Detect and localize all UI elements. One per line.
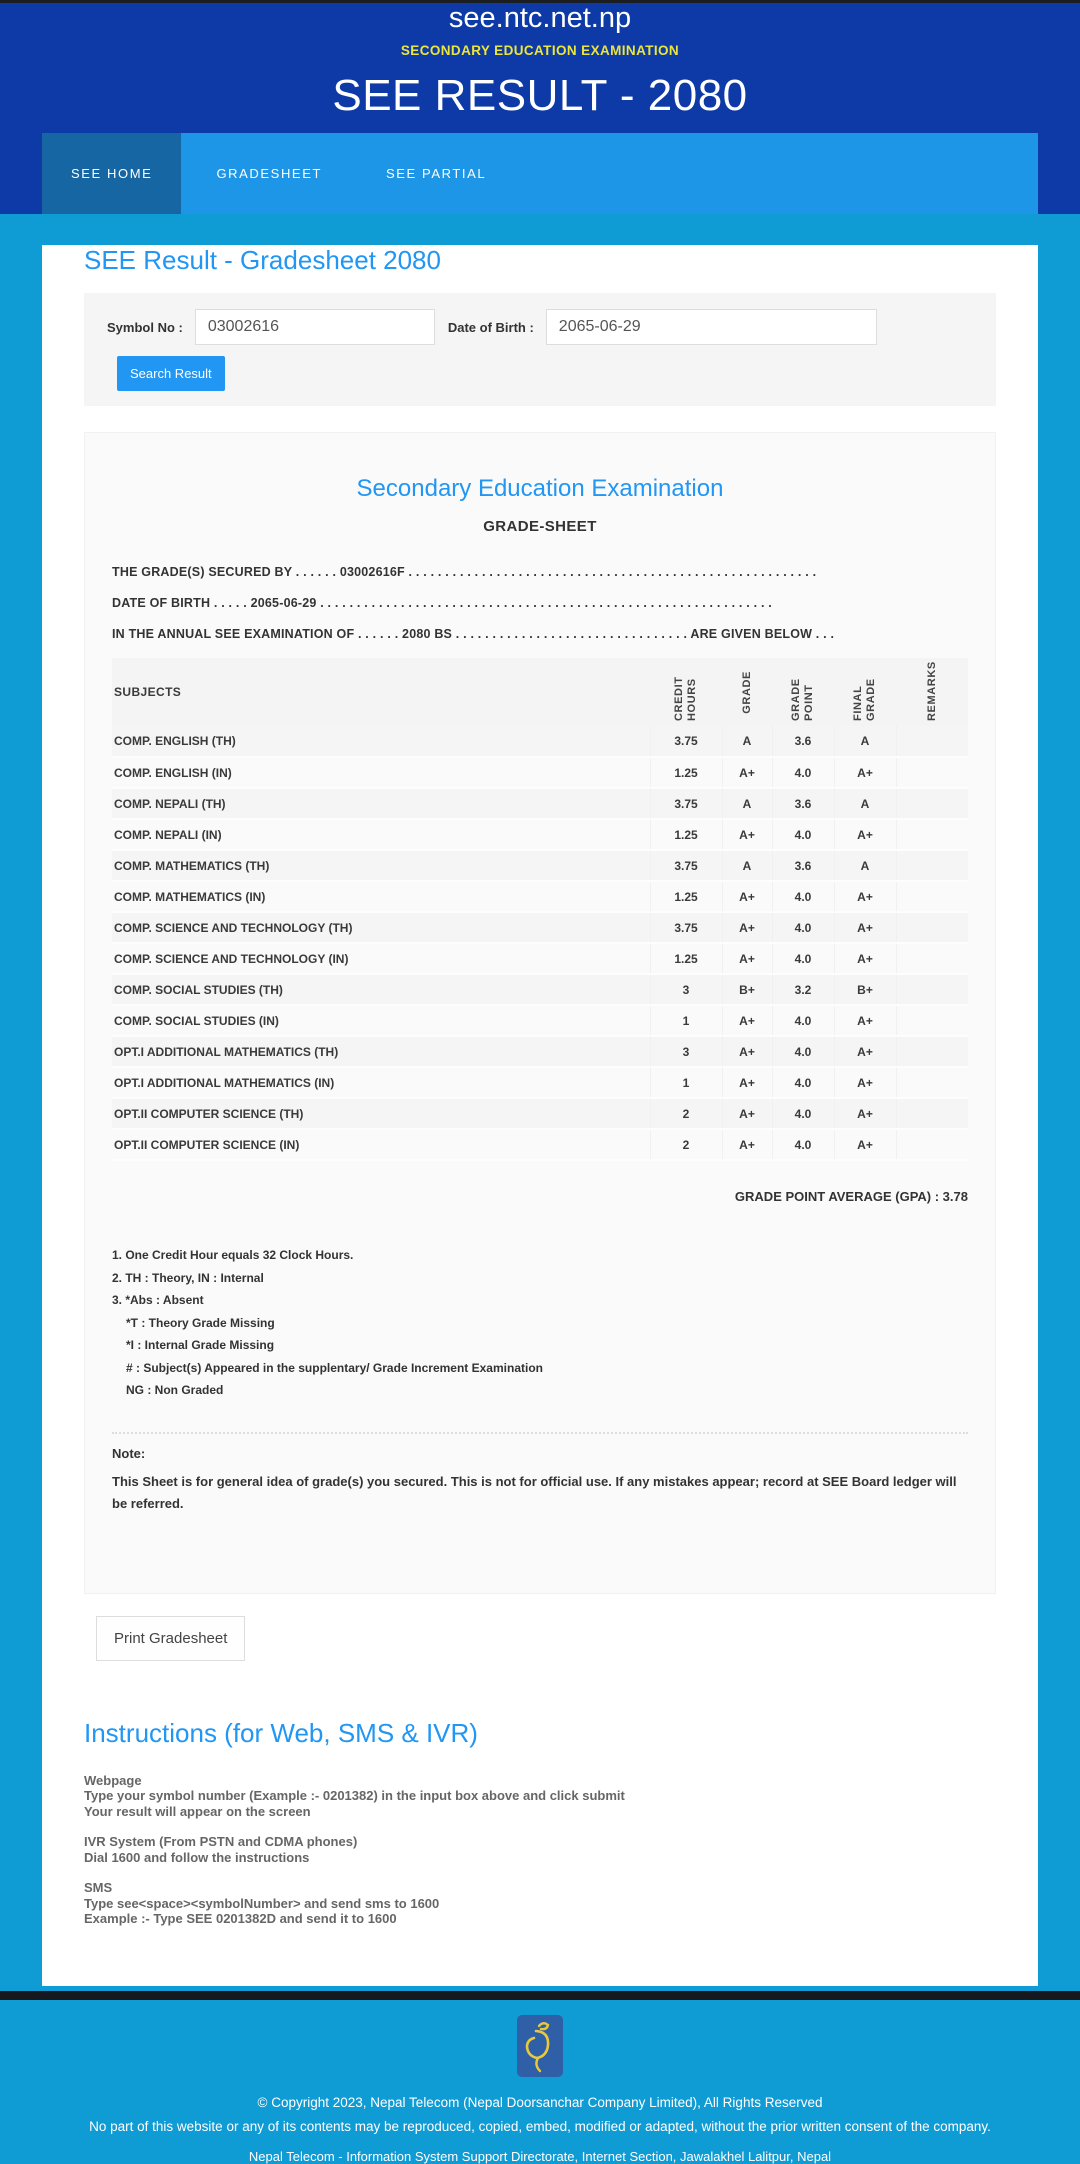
table-row xyxy=(112,1067,968,1098)
subject-cell: OPT.II COMPUTER SCIENCE (IN) xyxy=(112,1129,650,1160)
instruction-section xyxy=(84,1880,996,1927)
gradesheet-note-item: 3. *Abs : Absent xyxy=(112,1293,204,1307)
value-cell: A+ xyxy=(834,1067,896,1098)
value-cell xyxy=(896,912,968,943)
value-cell: 4.0 xyxy=(772,1129,834,1160)
gradesheet-title: Secondary Education Examination xyxy=(356,475,724,502)
instruction-line: Example :- Type SEE 0201382D and send it to 1600 xyxy=(84,1911,397,1926)
value-cell: A+ xyxy=(722,757,772,788)
value-cell: 4.0 xyxy=(772,1036,834,1067)
value-cell: 3 xyxy=(650,1036,722,1067)
subject-cell: COMP. MATHEMATICS (TH) xyxy=(112,850,650,881)
site-title: see.ntc.net.np xyxy=(448,2,632,34)
col-final-grade: FINAL GRADE xyxy=(852,678,877,721)
value-cell: A xyxy=(722,850,772,881)
col-grade: GRADE xyxy=(740,670,753,714)
value-cell: 3.75 xyxy=(650,726,722,757)
gradesheet-header-lines xyxy=(112,557,968,650)
exam-label: SECONDARY EDUCATION EXAMINATION xyxy=(400,43,680,58)
gradesheet-note-item: 1. One Credit Hour equals 32 Clock Hours. xyxy=(112,1248,354,1262)
value-cell: 4.0 xyxy=(772,1005,834,1036)
col-subjects: SUBJECTS xyxy=(114,685,182,699)
value-cell: A+ xyxy=(722,1005,772,1036)
value-cell: 3.6 xyxy=(772,850,834,881)
table-row xyxy=(112,881,968,912)
table-row xyxy=(112,726,968,757)
value-cell xyxy=(896,788,968,819)
value-cell: 4.0 xyxy=(772,1098,834,1129)
print-gradesheet-button[interactable]: Print Gradesheet xyxy=(96,1616,245,1661)
subject-cell: COMP. MATHEMATICS (IN) xyxy=(112,881,650,912)
table-row xyxy=(112,943,968,974)
table-row xyxy=(112,850,968,881)
value-cell: 1 xyxy=(650,1067,722,1098)
value-cell: A+ xyxy=(834,1098,896,1129)
date-of-birth-line: DATE OF BIRTH . . . . . 2065-06-29 . . . . . . . . . . . . . . . . . . . . . . . . . . . . . . . . . . . . . . . . . . . . . . . . . . . . . . . . . . . . . . xyxy=(112,596,772,610)
main-nav xyxy=(42,133,1038,214)
instruction-line: SMS xyxy=(84,1880,113,1895)
col-remarks: REMARKS xyxy=(925,661,938,721)
gradesheet-note-item: # : Subject(s) Appeared in the supplentary/ Grade Increment Examination xyxy=(126,1360,543,1375)
table-row xyxy=(112,1005,968,1036)
value-cell: 4.0 xyxy=(772,1067,834,1098)
subject-cell: COMP. ENGLISH (TH) xyxy=(112,726,650,757)
subject-cell: COMP. ENGLISH (IN) xyxy=(112,757,650,788)
value-cell xyxy=(896,819,968,850)
value-cell xyxy=(896,726,968,757)
gradesheet-note-item: 2. TH : Theory, IN : Internal xyxy=(112,1270,264,1285)
value-cell: 3.2 xyxy=(772,974,834,1005)
nepal-telecom-logo-icon xyxy=(517,2015,563,2077)
footer-disclaimer: No part of this website or any of its contents may be reproduced, copied, embed, modified or adapted, without the prior written consent of the company. xyxy=(89,2118,991,2134)
subject-cell: OPT.I ADDITIONAL MATHEMATICS (TH) xyxy=(112,1036,650,1067)
value-cell: 2 xyxy=(650,1129,722,1160)
value-cell: 1.25 xyxy=(650,943,722,974)
value-cell xyxy=(896,1036,968,1067)
value-cell: 4.0 xyxy=(772,881,834,912)
instruction-section xyxy=(84,1773,996,1820)
secured-by-line: THE GRADE(S) SECURED BY . . . . . . 03002616F . . . . . . . . . . . . . . . . . . . . . . . . . . . . . . . . . . . . . . . . . . . . . . . . . . . . . . . . xyxy=(112,565,817,579)
value-cell: A xyxy=(834,850,896,881)
subject-cell: COMP. NEPALI (IN) xyxy=(112,819,650,850)
gradesheet-note-item: *I : Internal Grade Missing xyxy=(126,1338,275,1352)
dob-label: Date of Birth : xyxy=(447,319,534,335)
footer-address: Nepal Telecom - Information System Support Directorate, Internet Section, Jawalakhel Lalitpur, Nepal xyxy=(248,2148,832,2164)
value-cell: 1 xyxy=(650,1005,722,1036)
browser-edge-bottom xyxy=(0,1991,1080,2000)
page-footer xyxy=(0,1986,1080,2164)
value-cell xyxy=(896,1005,968,1036)
value-cell: B+ xyxy=(722,974,772,1005)
instructions-heading: Instructions (for Web, SMS & IVR) xyxy=(84,1717,478,1748)
examination-line: IN THE ANNUAL SEE EXAMINATION OF . . . . . . 2080 BS . . . . . . . . . . . . . . . . . . . . . . . . . . . . . . . . ARE GIVEN BELOW . . . xyxy=(112,627,835,641)
subject-cell: COMP. SCIENCE AND TECHNOLOGY (TH) xyxy=(112,912,650,943)
value-cell: A xyxy=(722,788,772,819)
subject-cell: COMP. NEPALI (TH) xyxy=(112,788,650,819)
value-cell: 1.25 xyxy=(650,881,722,912)
value-cell: A+ xyxy=(834,881,896,912)
value-cell: 4.0 xyxy=(772,943,834,974)
value-cell: A+ xyxy=(834,1036,896,1067)
search-result-button[interactable]: Search Result xyxy=(117,356,225,391)
value-cell: A+ xyxy=(834,1005,896,1036)
dob-input[interactable] xyxy=(546,309,877,345)
gradesheet-note-item: NG : Non Graded xyxy=(126,1383,224,1397)
gpa-line: GRADE POINT AVERAGE (GPA) : 3.78 xyxy=(734,1189,968,1204)
footer-copyright: © Copyright 2023, Nepal Telecom (Nepal Doorsanchar Company Limited), All Rights Reserved xyxy=(257,2094,823,2110)
table-row xyxy=(112,912,968,943)
subjects-table-body xyxy=(112,726,968,1160)
instruction-line: IVR System (From PSTN and CDMA phones) xyxy=(84,1834,358,1849)
value-cell: 3.75 xyxy=(650,912,722,943)
table-row xyxy=(112,1098,968,1129)
value-cell: A+ xyxy=(722,881,772,912)
note-label: Note: xyxy=(112,1445,146,1461)
instruction-line: Webpage xyxy=(84,1772,142,1788)
subject-cell: COMP. SOCIAL STUDIES (IN) xyxy=(112,1005,650,1036)
instruction-line: Type see<space><symbolNumber> and send sms to 1600 xyxy=(84,1895,440,1911)
value-cell: 4.0 xyxy=(772,819,834,850)
value-cell: 3.75 xyxy=(650,788,722,819)
value-cell: 2 xyxy=(650,1098,722,1129)
site-header xyxy=(0,3,1080,214)
value-cell: A+ xyxy=(722,819,772,850)
content-card xyxy=(42,245,1038,1986)
table-row xyxy=(112,819,968,850)
value-cell: 3.6 xyxy=(772,726,834,757)
value-cell: 1.25 xyxy=(650,757,722,788)
page-title: SEE RESULT - 2080 xyxy=(332,71,748,120)
nav-tab-see-partial[interactable]: SEE PARTIAL xyxy=(386,166,487,181)
search-panel xyxy=(84,293,996,406)
instruction-line: Dial 1600 and follow the instructions xyxy=(84,1849,310,1865)
subject-cell: COMP. SCIENCE AND TECHNOLOGY (IN) xyxy=(112,943,650,974)
value-cell xyxy=(896,1067,968,1098)
value-cell: A+ xyxy=(722,1129,772,1160)
gradesheet-notes xyxy=(112,1244,968,1402)
value-cell: A+ xyxy=(834,1129,896,1160)
value-cell: A xyxy=(722,726,772,757)
col-grade-point: GRADE POINT xyxy=(790,678,815,721)
value-cell xyxy=(896,757,968,788)
instruction-line: Type your symbol number (Example :- 0201382) in the input box above and click submit xyxy=(84,1788,625,1803)
value-cell: A+ xyxy=(722,912,772,943)
nav-tab-gradesheet[interactable]: GRADESHEET xyxy=(216,166,323,181)
col-credit-hours: CREDIT HOURS xyxy=(673,676,698,721)
value-cell: A+ xyxy=(722,1036,772,1067)
value-cell xyxy=(896,974,968,1005)
value-cell: A+ xyxy=(834,912,896,943)
nav-tab-see-home[interactable]: SEE HOME xyxy=(42,133,181,214)
value-cell: 3.6 xyxy=(772,788,834,819)
value-cell: A+ xyxy=(722,1067,772,1098)
symbol-no-label: Symbol No : xyxy=(107,319,183,335)
table-row xyxy=(112,1129,968,1160)
table-row xyxy=(112,757,968,788)
value-cell: A+ xyxy=(722,943,772,974)
subject-cell: OPT.I ADDITIONAL MATHEMATICS (IN) xyxy=(112,1067,650,1098)
note-text: This Sheet is for general idea of grade(s) you secured. This is not for official use. If any mistakes appear; record at SEE Board ledger will be referred. xyxy=(112,1473,957,1511)
instruction-line: Your result will appear on the screen xyxy=(84,1803,311,1819)
instructions-body xyxy=(84,1773,996,1927)
table-row xyxy=(112,974,968,1005)
value-cell xyxy=(896,850,968,881)
value-cell: 3.75 xyxy=(650,850,722,881)
value-cell: B+ xyxy=(834,974,896,1005)
table-row xyxy=(112,788,968,819)
value-cell: A+ xyxy=(834,819,896,850)
grades-table xyxy=(112,658,968,1161)
value-cell: 1.25 xyxy=(650,819,722,850)
symbol-no-input[interactable] xyxy=(195,309,435,345)
value-cell: 4.0 xyxy=(772,757,834,788)
instruction-section xyxy=(84,1834,996,1865)
subject-cell: COMP. SOCIAL STUDIES (TH) xyxy=(112,974,650,1005)
value-cell: A xyxy=(834,788,896,819)
value-cell xyxy=(896,881,968,912)
value-cell: 3 xyxy=(650,974,722,1005)
value-cell xyxy=(896,1098,968,1129)
result-heading: SEE Result - Gradesheet 2080 xyxy=(84,245,441,275)
value-cell: A+ xyxy=(834,757,896,788)
gradesheet-subtitle: GRADE-SHEET xyxy=(483,518,597,535)
value-cell xyxy=(896,943,968,974)
value-cell: A+ xyxy=(722,1098,772,1129)
gradesheet-note-item: *T : Theory Grade Missing xyxy=(126,1315,275,1330)
value-cell xyxy=(896,1129,968,1160)
value-cell: A xyxy=(834,726,896,757)
dotted-separator xyxy=(112,1432,968,1434)
table-row xyxy=(112,1036,968,1067)
subject-cell: OPT.II COMPUTER SCIENCE (TH) xyxy=(112,1098,650,1129)
value-cell: A+ xyxy=(834,943,896,974)
value-cell: 4.0 xyxy=(772,912,834,943)
grades-table-header xyxy=(112,658,968,726)
gradesheet-panel xyxy=(84,432,996,1594)
